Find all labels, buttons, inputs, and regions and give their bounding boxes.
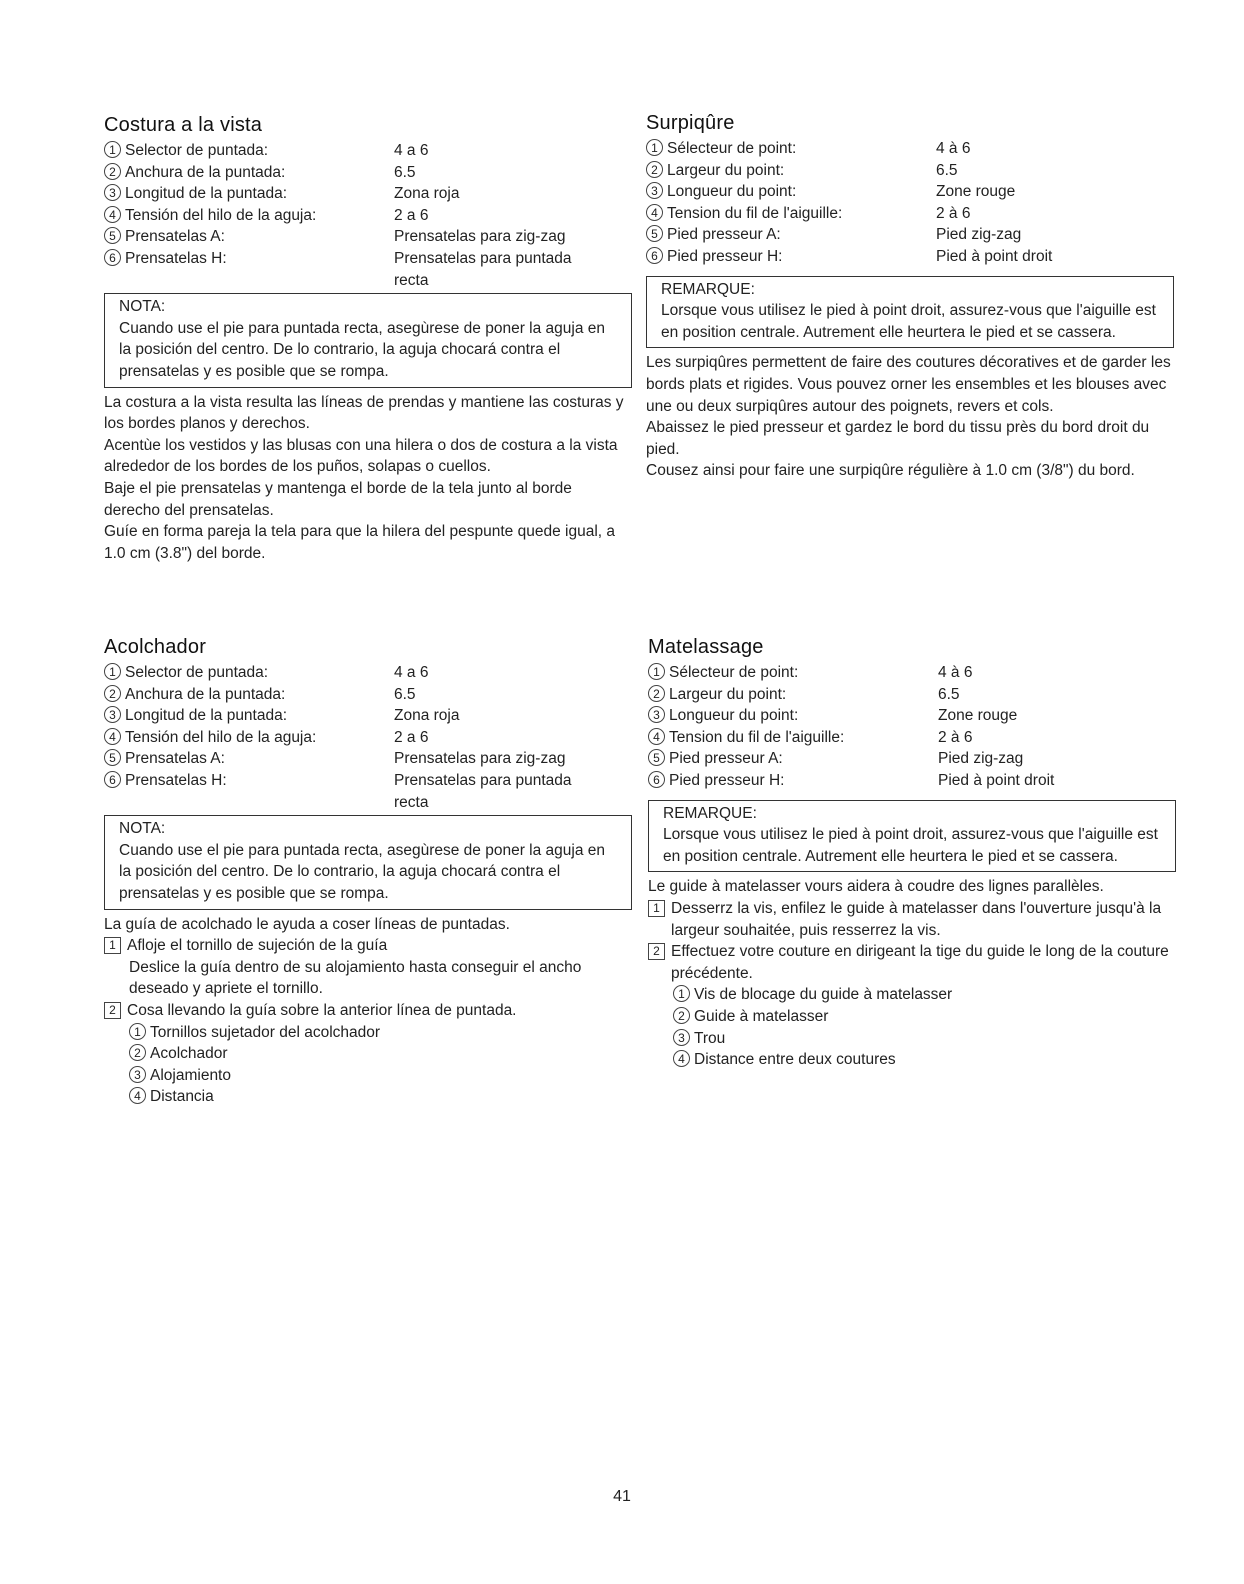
setting-label: Pied presseur H: xyxy=(669,771,785,789)
circled-number-icon: 6 xyxy=(648,771,665,788)
setting-row xyxy=(104,226,632,248)
circled-number-icon: 5 xyxy=(648,749,665,766)
step-item xyxy=(104,1000,632,1022)
circled-number-icon: 3 xyxy=(129,1066,146,1083)
intro-text: La guía de acolchado le ayuda a coser líneas de puntadas. xyxy=(104,915,510,933)
setting-row xyxy=(104,662,632,684)
paragraph: Les surpiqûres permettent de faire des coutures décoratives et de garder les bords plats et rigides. Vous pouvez orner les ensembles et les blouses avec une ou deux surpiqûres autour des poignets, revers et cols. xyxy=(646,354,1171,415)
circled-number-icon: 4 xyxy=(104,728,121,745)
circled-number-icon: 3 xyxy=(104,706,121,723)
setting-value: 6.5 xyxy=(936,161,958,179)
setting-row xyxy=(104,684,632,706)
setting-label: Longueur du point: xyxy=(669,707,799,725)
setting-label: Largeur du point: xyxy=(667,161,785,179)
part-label: Distance entre deux coutures xyxy=(694,1051,896,1069)
part-item xyxy=(104,1086,632,1108)
circled-number-icon: 4 xyxy=(673,1050,690,1067)
setting-row xyxy=(648,748,1176,770)
paragraph: Cousez ainsi pour faire une surpiqûre régulière à 1.0 cm (3/8") du bord. xyxy=(646,462,1135,480)
paragraph: Baje el pie prensatelas y mantenga el borde de la tela junto al borde derecho del prensatelas. xyxy=(104,479,572,519)
note-box xyxy=(104,293,632,387)
boxed-number-icon: 2 xyxy=(648,943,665,960)
section-title: Surpiqûre xyxy=(646,112,735,134)
setting-row xyxy=(104,183,632,205)
setting-value: Zone rouge xyxy=(936,183,1016,201)
setting-label: Tensión del hilo de la aguja: xyxy=(125,206,317,224)
part-label: Tornillos sujetador del acolchador xyxy=(150,1023,381,1041)
setting-value: 2 à 6 xyxy=(936,204,971,222)
setting-label: Anchura de la puntada: xyxy=(125,163,286,181)
note-title: NOTA: xyxy=(119,298,166,316)
note-title: NOTA: xyxy=(119,820,166,838)
circled-number-icon: 1 xyxy=(646,139,663,156)
part-item xyxy=(648,984,1176,1006)
note-title: REMARQUE: xyxy=(661,280,755,298)
setting-row xyxy=(648,705,1176,727)
setting-label: Tension du fil de l'aiguille: xyxy=(667,204,843,222)
setting-row xyxy=(104,748,632,770)
setting-row xyxy=(104,162,632,184)
circled-number-icon: 1 xyxy=(129,1023,146,1040)
paragraph: Abaissez le pied presseur et gardez le bord du tissu près du bord droit du pied. xyxy=(646,419,1150,458)
setting-value: Zona roja xyxy=(394,707,460,725)
setting-row xyxy=(104,770,632,813)
setting-value: 2 à 6 xyxy=(938,728,973,746)
step-text: Effectuez votre couture en dirigeant la tige du guide le long de la couture précédente. xyxy=(671,943,1169,982)
circled-number-icon: 4 xyxy=(104,206,121,223)
setting-row xyxy=(648,770,1176,792)
circled-number-icon: 1 xyxy=(673,985,690,1002)
circled-number-icon: 4 xyxy=(648,728,665,745)
setting-value: Prensatelas para puntada recta xyxy=(394,771,572,811)
note-text: Lorsque vous utilisez le pied à point droit, assurez-vous que l'aiguille est en position centrale. Autrement elle heurtera le pied et se cassera. xyxy=(663,826,1158,865)
boxed-number-icon: 1 xyxy=(104,937,121,954)
setting-label: Pied presseur H: xyxy=(667,247,783,265)
circled-number-icon: 5 xyxy=(104,227,121,244)
part-item xyxy=(648,1028,1176,1050)
circled-number-icon: 3 xyxy=(673,1029,690,1046)
circled-number-icon: 5 xyxy=(104,749,121,766)
setting-value: Pied zig-zag xyxy=(938,750,1024,768)
setting-value: Pied à point droit xyxy=(938,771,1055,789)
setting-value: Pied à point droit xyxy=(936,247,1053,265)
part-label: Vis de blocage du guide à matelasser xyxy=(694,986,953,1004)
settings-list xyxy=(104,140,632,291)
circled-number-icon: 4 xyxy=(646,204,663,221)
setting-label: Anchura de la puntada: xyxy=(125,685,286,703)
setting-value: Prensatelas para zig-zag xyxy=(394,750,566,768)
setting-label: Tension du fil de l'aiguille: xyxy=(669,728,845,746)
setting-label: Selector de puntada: xyxy=(125,142,269,159)
circled-number-icon: 2 xyxy=(673,1007,690,1024)
setting-label: Pied presseur A: xyxy=(669,750,783,768)
section-surpiqure xyxy=(646,112,1174,482)
part-label: Acolchador xyxy=(150,1045,228,1063)
step-item xyxy=(648,898,1176,941)
step-text: Afloje el tornillo de sujeción de la guía xyxy=(127,937,388,955)
circled-number-icon: 6 xyxy=(104,249,121,266)
setting-value: Zone rouge xyxy=(938,707,1018,725)
setting-row xyxy=(104,705,632,727)
part-label: Guide à matelasser xyxy=(694,1007,829,1025)
note-text: Cuando use el pie para puntada recta, asegùrese de poner la aguja en la posición del centro. De lo contrario, la aguja chocará contra el prensatelas y es posible que se rompa. xyxy=(119,319,606,380)
circled-number-icon: 3 xyxy=(104,184,121,201)
setting-label: Prensatelas A: xyxy=(125,750,225,768)
part-label: Alojamiento xyxy=(150,1066,231,1084)
setting-value: 2 a 6 xyxy=(394,728,429,746)
note-box xyxy=(648,800,1176,873)
setting-value: 4 a 6 xyxy=(394,664,429,681)
section-acolchador xyxy=(104,636,632,1108)
setting-value: Pied zig-zag xyxy=(936,226,1022,244)
paragraph: Guíe en forma pareja la tela para que la hilera del pespunte quede igual, a 1.0 cm (3.8") del borde. xyxy=(104,523,615,562)
setting-row xyxy=(648,662,1176,684)
setting-label: Pied presseur A: xyxy=(667,226,781,244)
setting-row xyxy=(104,727,632,749)
section-title: Acolchador xyxy=(104,636,207,658)
settings-list xyxy=(104,662,632,813)
part-item xyxy=(104,1065,632,1087)
circled-number-icon: 6 xyxy=(104,771,121,788)
step-detail: Deslice la guía dentro de su alojamiento hasta conseguir el ancho deseado y apriete el tornillo. xyxy=(129,958,582,998)
circled-number-icon: 6 xyxy=(646,247,663,264)
setting-label: Sélecteur de point: xyxy=(667,140,797,157)
step-item xyxy=(648,941,1176,984)
circled-number-icon: 2 xyxy=(646,161,663,178)
section-matelassage xyxy=(648,636,1176,1071)
setting-row xyxy=(646,181,1174,203)
setting-row xyxy=(646,224,1174,246)
part-label: Trou xyxy=(694,1029,726,1047)
setting-row xyxy=(648,684,1176,706)
note-text: Cuando use el pie para puntada recta, asegùrese de poner la aguja en la posición del centro. De lo contrario, la aguja chocará contra el prensatelas y es posible que se rompa. xyxy=(119,841,606,902)
boxed-number-icon: 1 xyxy=(648,900,665,917)
section-title: Matelassage xyxy=(648,636,764,658)
setting-value: 2 a 6 xyxy=(394,206,429,224)
boxed-number-icon: 2 xyxy=(104,1002,121,1019)
circled-number-icon: 2 xyxy=(129,1044,146,1061)
part-item xyxy=(104,1043,632,1065)
setting-label: Prensatelas A: xyxy=(125,228,225,246)
setting-label: Sélecteur de point: xyxy=(669,664,799,681)
note-box xyxy=(104,815,632,909)
setting-label: Longitud de la puntada: xyxy=(125,707,288,725)
setting-value: 4 à 6 xyxy=(936,140,971,157)
section-title: Costura a la vista xyxy=(104,114,263,136)
setting-value: 6.5 xyxy=(394,685,416,703)
part-item xyxy=(648,1006,1176,1028)
setting-value: Prensatelas para puntada recta xyxy=(394,249,572,289)
setting-value: 4 a 6 xyxy=(394,142,429,159)
setting-label: Prensatelas H: xyxy=(125,249,227,267)
page-number: 41 xyxy=(613,1488,631,1505)
part-label: Distancia xyxy=(150,1088,214,1106)
circled-number-icon: 5 xyxy=(646,225,663,242)
step-text: Desserrz la vis, enfilez le guide à matelasser dans l'ouverture jusqu'à la largeur souhaitée, puis resserrez la vis. xyxy=(671,899,1162,939)
setting-row xyxy=(104,140,632,162)
step-text: Cosa llevando la guía sobre la anterior línea de puntada. xyxy=(127,1001,517,1019)
setting-row xyxy=(646,138,1174,160)
body-text xyxy=(104,392,632,565)
section-costura-a-la-vista xyxy=(104,114,632,564)
setting-label: Longitud de la puntada: xyxy=(125,185,288,203)
setting-value: 4 à 6 xyxy=(938,664,973,681)
note-text: Lorsque vous utilisez le pied à point droit, assurez-vous que l'aiguille est en position centrale. Autrement elle heurtera le pied et se cassera. xyxy=(661,302,1156,341)
setting-label: Largeur du point: xyxy=(669,685,787,703)
setting-label: Tensión del hilo de la aguja: xyxy=(125,728,317,746)
note-title: REMARQUE: xyxy=(663,804,757,822)
setting-row xyxy=(104,205,632,227)
setting-row xyxy=(648,727,1176,749)
intro-text: Le guide à matelasser vours aidera à coudre des lignes parallèles. xyxy=(648,878,1104,896)
step-item xyxy=(104,935,632,957)
part-item xyxy=(104,1022,632,1044)
circled-number-icon: 2 xyxy=(104,163,121,180)
part-item xyxy=(648,1049,1176,1071)
setting-row xyxy=(104,248,632,291)
note-box xyxy=(646,276,1174,349)
paragraph: Acentùe los vestidos y las blusas con una hilera o dos de costura a la vista alrededor de los bordes de los puños, solapas o cuellos. xyxy=(104,436,618,476)
circled-number-icon: 1 xyxy=(648,663,665,680)
setting-row xyxy=(646,160,1174,182)
paragraph: La costura a la vista resulta las líneas de prendas y mantiene las costuras y los bordes planos y derechos. xyxy=(104,393,624,433)
circled-number-icon: 1 xyxy=(104,663,121,680)
setting-row xyxy=(646,203,1174,225)
setting-value: 6.5 xyxy=(394,163,416,181)
circled-number-icon: 2 xyxy=(104,685,121,702)
setting-value: 6.5 xyxy=(938,685,960,703)
body-text xyxy=(646,352,1174,482)
settings-list xyxy=(648,662,1176,792)
setting-value: Prensatelas para zig-zag xyxy=(394,228,566,246)
circled-number-icon: 2 xyxy=(648,685,665,702)
setting-value: Zona roja xyxy=(394,185,460,203)
body-text xyxy=(648,876,1176,1070)
setting-label: Prensatelas H: xyxy=(125,771,227,789)
body-text xyxy=(104,914,632,1108)
circled-number-icon: 1 xyxy=(104,141,121,158)
circled-number-icon: 3 xyxy=(648,706,665,723)
setting-label: Longueur du point: xyxy=(667,183,797,201)
circled-number-icon: 3 xyxy=(646,182,663,199)
settings-list xyxy=(646,138,1174,268)
setting-label: Selector de puntada: xyxy=(125,664,269,681)
setting-row xyxy=(646,246,1174,268)
circled-number-icon: 4 xyxy=(129,1087,146,1104)
